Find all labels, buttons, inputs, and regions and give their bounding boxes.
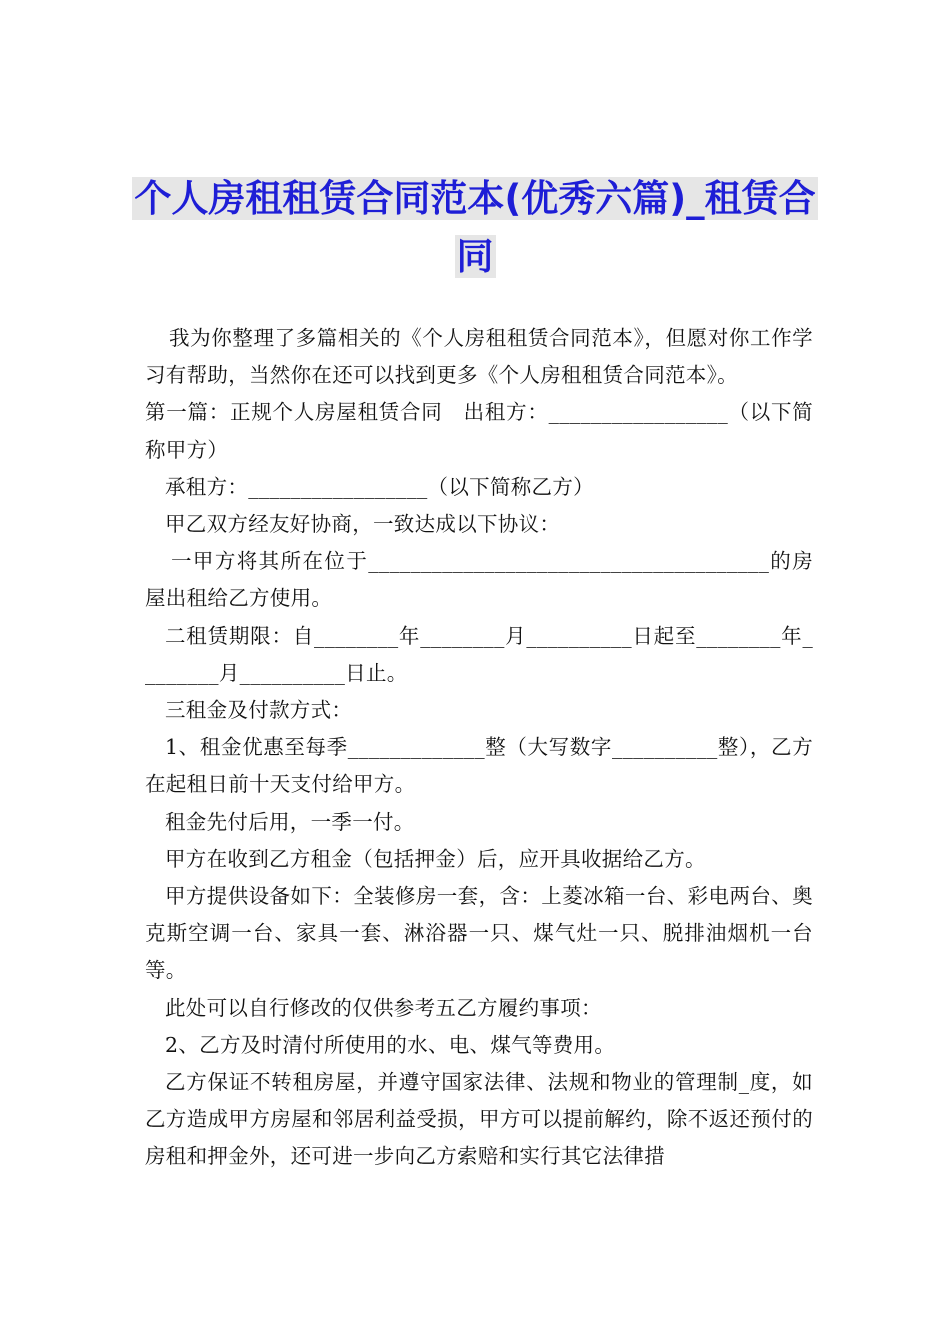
paragraph-clause-3: 三租金及付款方式： [165, 698, 353, 723]
document-title [120, 170, 830, 286]
paragraph-rent-payment: 租金先付后用，一季一付。 [165, 809, 415, 834]
document-body [145, 320, 813, 1176]
paragraph-rent-amount: 1、租金优惠至每季_____________整（大写数字__________整），乙方在起租日前十天支付给甲方。 [145, 735, 813, 797]
paragraph-editable-note: 此处可以自行修改的仅供参考五乙方履约事项： [165, 995, 602, 1020]
paragraph-clause-1: 一甲方将其所在位于______________________________________的房屋出租给乙方使用。 [145, 549, 813, 611]
paragraph-clause-2: 二租赁期限：自________年________月__________日起至________年________月__________日止。 [145, 623, 813, 685]
paragraph-intro: 我为你整理了多篇相关的《个人房租租赁合同范本》，但愿对你工作学习有帮助，当然你在还可以找到更多《个人房租租赁合同范本》。 [145, 326, 813, 388]
paragraph-sublease: 乙方保证不转租房屋，并遵守国家法律、法规和物业的管理制_度，如乙方造成甲方房屋和邻居利益受损，甲方可以提前解约，除不返还预付的房租和押金外，还可进一步向乙方索赔和实行其它法律措 [145, 1070, 813, 1169]
paragraph-tenant: 承租方：_________________（以下简称乙方） [165, 474, 594, 499]
paragraph-first-chapter: 第一篇：正规个人房屋租赁合同 出租方：_________________（以下简称甲方） [145, 400, 813, 462]
paragraph-utilities: 2、乙方及时清付所使用的水、电、煤气等费用。 [165, 1032, 616, 1057]
paragraph-agreement: 甲乙双方经友好协商，一致达成以下协议： [165, 512, 561, 537]
paragraph-equipment: 甲方提供设备如下：全装修房一套，含：上菱冰箱一台、彩电两台、奥克斯空调一台、家具一套、淋浴器一只、煤气灶一只、脱排油烟机一台等。 [145, 884, 813, 983]
paragraph-receipt: 甲方在收到乙方租金（包括押金）后，应开具收据给乙方。 [165, 846, 706, 871]
document-title-text: 个人房租租赁合同范本(优秀六篇)_租赁合同 [134, 177, 816, 278]
